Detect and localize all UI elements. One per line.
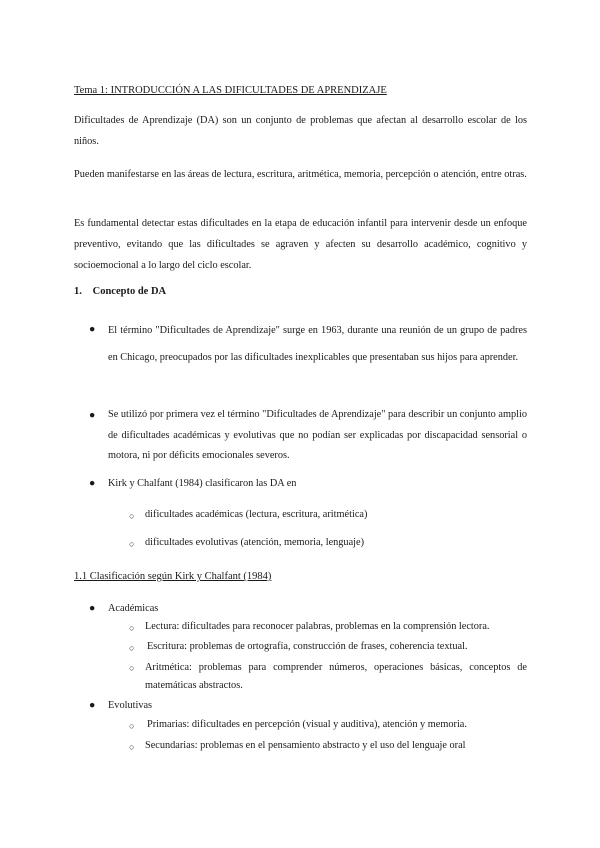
- academicas-item-escritura: Escritura: problemas de ortografía, construcción de frases, coherencia textual.: [147, 641, 468, 652]
- document-title: Tema 1: INTRODUCCIÓN A LAS DIFICULTADES DE APRENDIZAJE: [74, 85, 387, 96]
- academicas-item-aritmetica: Aritmética: problemas para comprender números, operaciones básicas, conceptos de matemáticas abstractos.: [145, 662, 527, 691]
- bullet-icon: ●: [89, 410, 96, 421]
- section-1-title: Concepto de DA: [92, 286, 167, 297]
- concept-bullet-1: El término "Dificultades de Aprendizaje" surge en 1963, durante una reunión de un grupo de padres en Chicago, preocupados por las dificultades inexplicables que presentaban sus hijos para aprender.: [108, 325, 527, 363]
- evolutivas-item-primarias: Primarias: dificultades en percepción (visual y auditiva), atención y memoria.: [147, 719, 467, 730]
- intro-paragraph-2: Pueden manifestarse en las áreas de lectura, escritura, aritmética, memoria, percepción o atención, entre otras.: [74, 169, 527, 180]
- intro-paragraph-1: Dificultades de Aprendizaje (DA) son un conjunto de problemas que afectan al desarrollo escolar de los niños.: [74, 115, 527, 147]
- academicas-label: Académicas: [108, 603, 159, 614]
- evolutivas-item-secundarias: Secundarias: problemas en el pensamiento abstracto y el uso del lenguaje oral: [145, 740, 466, 751]
- section-1-number: 1.: [74, 286, 82, 297]
- bullet-icon: ●: [89, 700, 96, 711]
- sub-bullet-icon: ○: [129, 643, 135, 653]
- sub-bullet-icon: ○: [129, 539, 135, 549]
- sub-bullet-icon: ○: [129, 511, 135, 521]
- concept-bullet-2: Se utilizó por primera vez el término "Dificultades de Aprendizaje" para describir un conjunto amplio de dificultades académicas y evolutivas que no podían ser explicadas por discapacidad sensorial o motora, ni por déficits emocionales severos.: [108, 409, 527, 461]
- bullet-icon: ●: [89, 324, 96, 335]
- sub-bullet-icon: ○: [129, 623, 135, 633]
- sub-bullet-icon: ○: [129, 742, 135, 752]
- bullet-icon: ●: [89, 478, 96, 489]
- concept-bullet-3: Kirk y Chalfant (1984) clasificaron las DA en: [108, 478, 297, 489]
- sub-bullet-icon: ○: [129, 721, 135, 731]
- academicas-item-lectura: Lectura: dificultades para reconocer palabras, problemas en la comprensión lectora.: [145, 621, 490, 632]
- intro-paragraph-3: Es fundamental detectar estas dificultades en la etapa de educación infantil para intervenir desde un enfoque preventivo, evitando que las dificultades se agraven y afecten su desarrollo académico, cognitivo y socioemocional a lo largo del ciclo escolar.: [74, 218, 527, 271]
- bullet-icon: ●: [89, 603, 96, 614]
- section-1-1-heading: 1.1 Clasificación según Kirk y Chalfant (1984): [74, 571, 272, 582]
- section-1-heading: [74, 286, 166, 297]
- classification-item-academic: dificultades académicas (lectura, escritura, aritmética): [145, 509, 368, 520]
- evolutivas-label: Evolutivas: [108, 700, 153, 711]
- sub-bullet-icon: ○: [129, 663, 135, 673]
- classification-item-evolutive: dificultades evolutivas (atención, memoria, lenguaje): [145, 537, 365, 548]
